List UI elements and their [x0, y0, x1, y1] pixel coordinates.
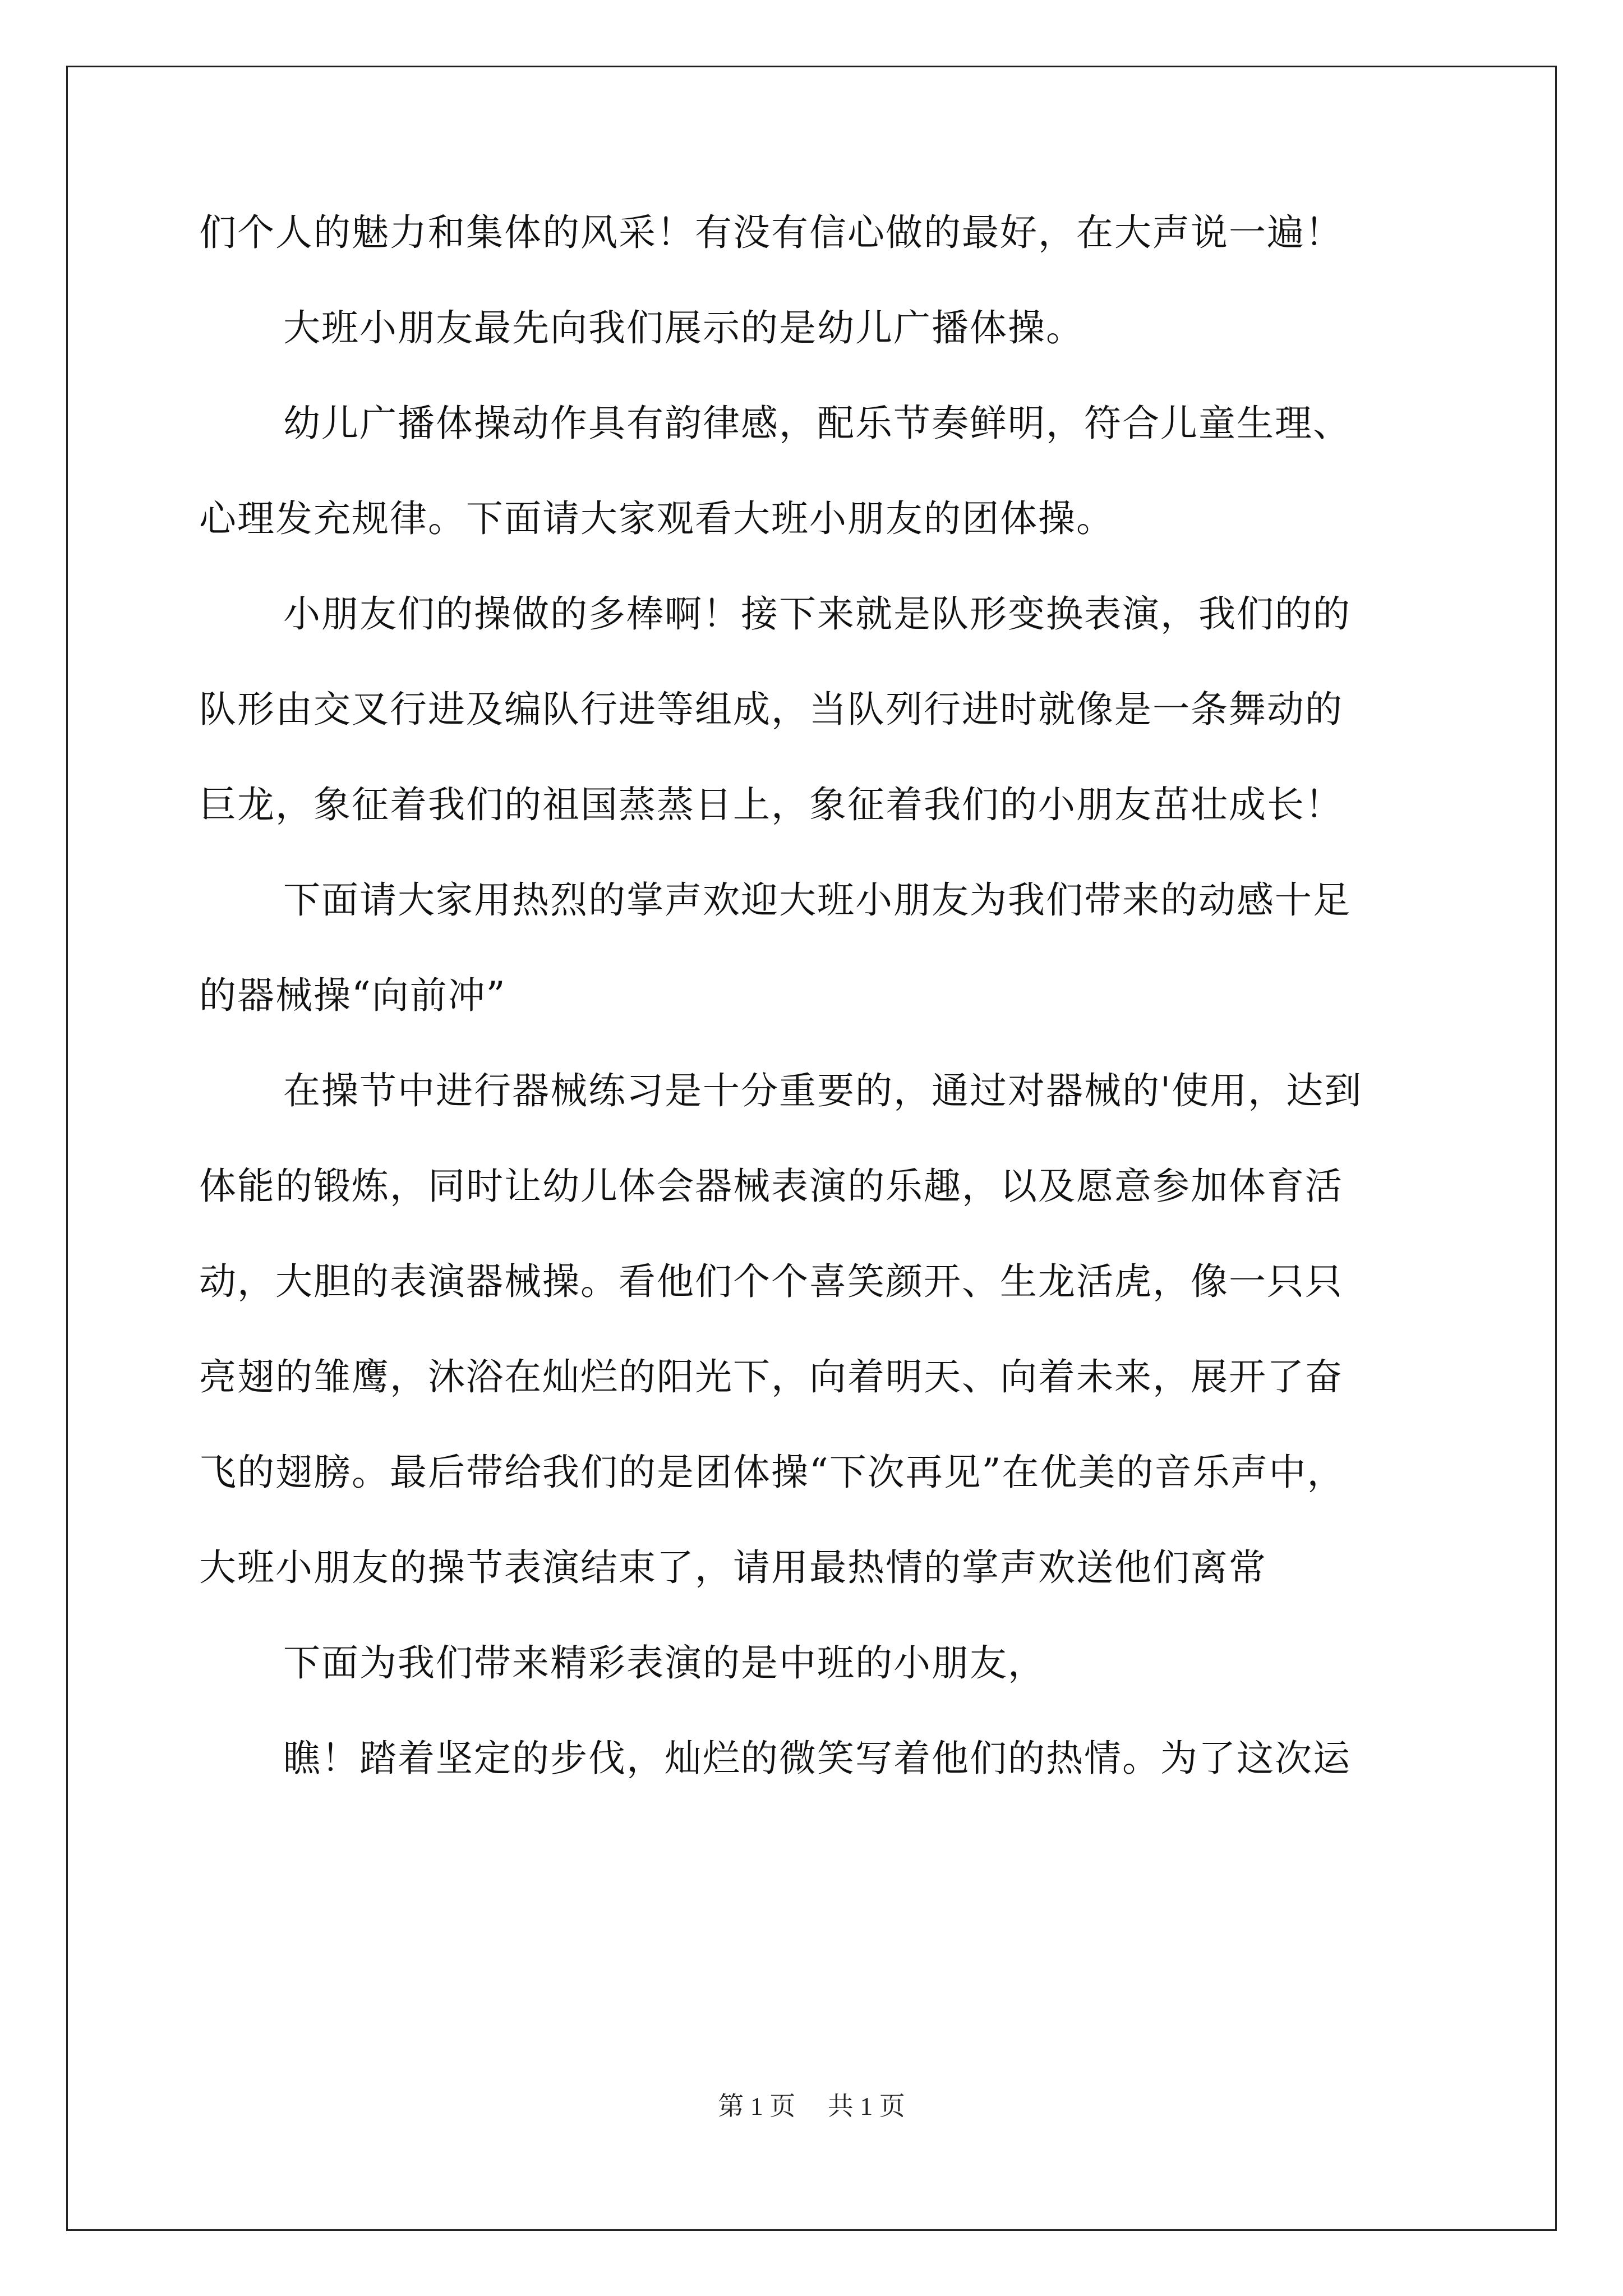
- text-line: 亮翅的雏鹰，沐浴在灿烂的阳光下，向着明天、向着未来，展开了奋: [199, 1355, 1343, 1398]
- text-line: 们个人的魅力和集体的风采！有没有信心做的最好，在大声说一遍！: [199, 211, 1343, 254]
- text-line: 体能的锻炼，同时让幼儿体会器械表演的乐趣，以及愿意参加体育活: [199, 1165, 1343, 1208]
- text-line: 小朋友们的操做的多棒啊！接下来就是队形变换表演，我们的的: [283, 592, 1351, 636]
- text-line: 大班小朋友的操节表演结束了，请用最热情的掌声欢送他们离常: [199, 1546, 1267, 1589]
- text-line: 动，大胆的表演器械操。看他们个个喜笑颜开、生龙活虎，像一只只: [199, 1260, 1343, 1303]
- text-line: 下面请大家用热烈的掌声欢迎大班小朋友为我们带来的动感十足: [283, 878, 1351, 922]
- text-line: 巨龙，象征着我们的祖国蒸蒸日上，象征着我们的小朋友茁壮成长！: [199, 783, 1343, 826]
- page-number-footer: 第 1 页 共 1 页: [718, 2092, 905, 2120]
- page-border: [66, 66, 1557, 2231]
- text-line: 幼儿广播体操动作具有韵律感，配乐节奏鲜明，符合儿童生理、: [283, 402, 1351, 445]
- text-line: 心理发充规律。下面请大家观看大班小朋友的团体操。: [199, 497, 1114, 540]
- text-line: 大班小朋友最先向我们展示的是幼儿广播体操。: [283, 306, 1084, 349]
- text-line: 队形由交叉行进及编队行进等组成，当队列行进时就像是一条舞动的: [199, 688, 1343, 731]
- text-line: 在操节中进行器械练习是十分重要的，通过对器械的'使用，达到: [283, 1069, 1363, 1112]
- text-line: 的器械操“向前冲”: [199, 974, 506, 1017]
- text-line: 下面为我们带来精彩表演的是中班的小朋友，: [283, 1641, 1046, 1685]
- text-line: 飞的翅膀。最后带给我们的是团体操“下次再见”在优美的音乐声中，: [199, 1451, 1345, 1494]
- text-line: 瞧！踏着坚定的步伐，灿烂的微笑写着他们的热情。为了这次运: [283, 1737, 1351, 1780]
